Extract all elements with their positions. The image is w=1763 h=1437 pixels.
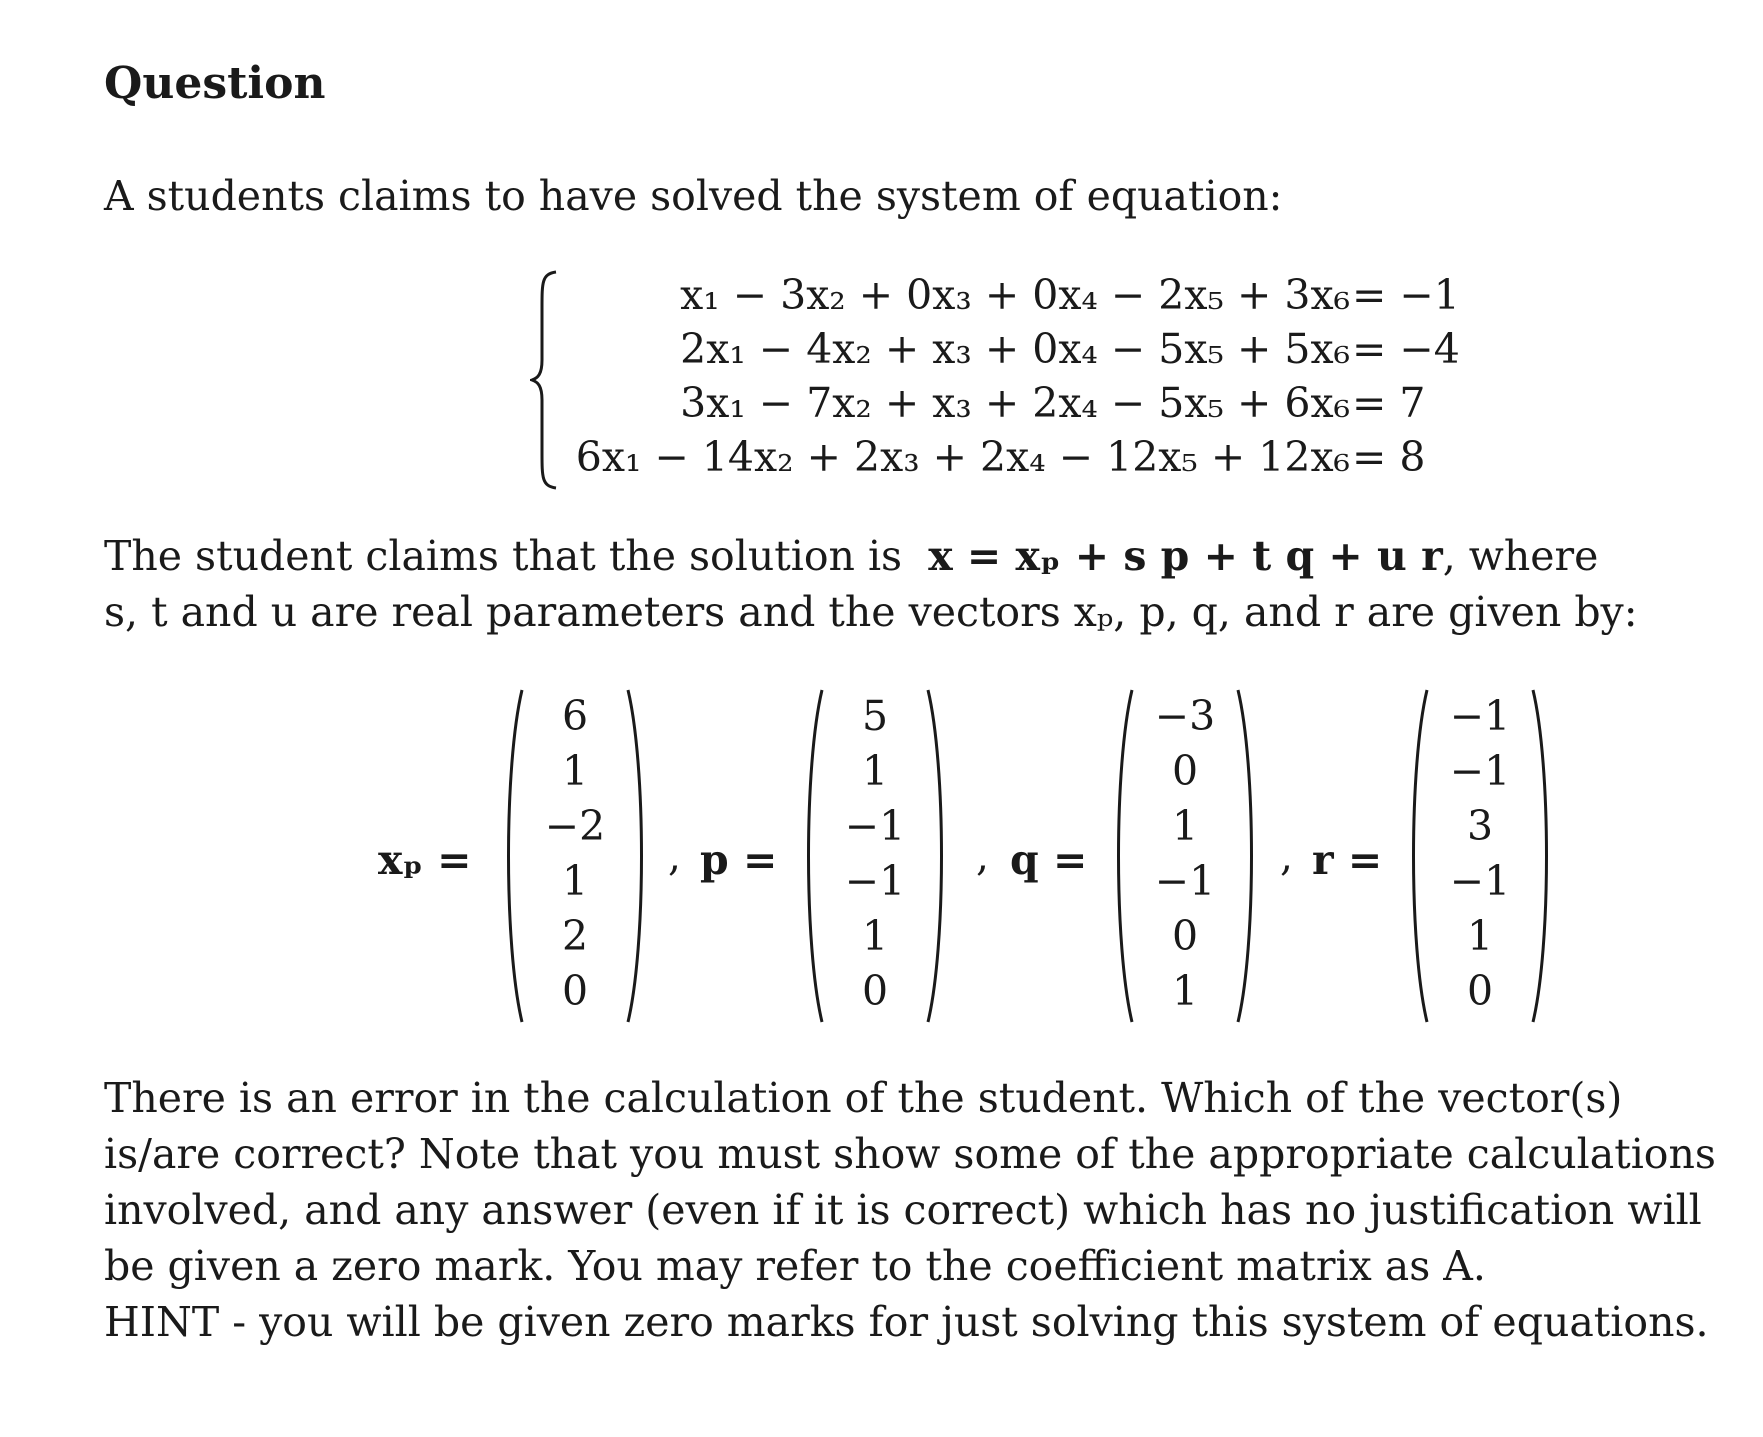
solution-formula: x = xₚ + s p + t q + u r [928,532,1443,580]
equation-lhs: 3x₁ − 7x₂ + x₃ + 2x₄ − 5x₅ + 6x₆ [680,379,1350,427]
question-line: involved, and any answer (even if it is correct) which has no justification will [104,1186,1702,1234]
separator-comma: , [1280,832,1294,880]
equation-rhs: = 8 [1352,433,1426,481]
equation-row-1 [530,268,1560,322]
vector-entry: 1 [1171,802,1199,850]
question-heading: Question [104,58,326,109]
vector-entry: 6 [561,692,589,740]
vector-entry: −1 [1449,857,1511,905]
vector-p [800,686,950,1026]
vector-q [1110,686,1260,1026]
equation-lhs: 2x₁ − 4x₂ + x₃ + 0x₄ − 5x₅ + 5x₆ [680,325,1350,373]
equation-rhs: = −4 [1352,325,1460,373]
equation-rhs: = 7 [1352,379,1426,427]
vector-entry: 0 [1171,747,1199,795]
vector-entry: 2 [561,912,589,960]
vector-entry: 1 [561,747,589,795]
claim-line-2: s, t and u are real parameters and the vectors xₚ, p, q, and r are given by: [104,588,1638,636]
equation-row-4 [530,430,1560,484]
question-line: There is an error in the calculation of the student. Which of the vector(s) [104,1074,1623,1122]
intro-text: A students claims to have solved the system of equation: [104,172,1283,220]
question-line: is/are correct? Note that you must show some of the appropriate calculations [104,1130,1716,1178]
question-text [104,1070,1716,1350]
vector-entry: 1 [1171,967,1199,1015]
vector-entry: −1 [1449,747,1511,795]
vector-xp [500,686,650,1026]
claim-line-1: The student claims that the solution is x = xₚ + s p + t q + u r, where [104,532,1599,580]
right-paren-icon [628,690,642,1022]
vector-entry: −2 [544,802,606,850]
vector-entry: 0 [861,967,889,1015]
equation-rhs: = −1 [1352,271,1460,319]
vector-label-xp: xₚ = [378,836,472,884]
vector-entry: −1 [844,857,906,905]
question-line: HINT - you will be given zero marks for just solving this system of equations. [104,1298,1709,1346]
question-line: be given a zero mark. You may refer to the coefficient matrix as A. [104,1242,1486,1290]
vector-entry: 0 [1171,912,1199,960]
vector-label-p: p = [700,836,778,884]
equation-lhs: 6x₁ − 14x₂ + 2x₃ + 2x₄ − 12x₅ + 12x₆ [575,433,1350,481]
vector-label-q: q = [1010,836,1088,884]
vector-entry: 1 [561,857,589,905]
vector-entry: −1 [1449,692,1511,740]
separator-comma: , [976,832,990,880]
separator-comma: , [668,832,682,880]
equation-row-2 [530,322,1560,376]
vector-entry: 0 [561,967,589,1015]
vector-entry: 5 [861,692,889,740]
vector-label-r: r = [1312,836,1383,884]
vector-entry: −3 [1154,692,1216,740]
vector-entry: 3 [1466,802,1494,850]
vector-entry: 1 [1466,912,1494,960]
vector-entry: 1 [861,747,889,795]
vector-entry: −1 [1154,857,1216,905]
vector-r [1405,686,1555,1026]
equation-row-3 [530,376,1560,430]
vector-entry: 1 [861,912,889,960]
vector-entry: 0 [1466,967,1494,1015]
vector-entry: −1 [844,802,906,850]
right-paren-icon [1533,690,1547,1022]
claim-text [104,528,1638,640]
right-paren-icon [928,690,942,1022]
equation-lhs: x₁ − 3x₂ + 0x₃ + 0x₄ − 2x₅ + 3x₆ [680,271,1350,319]
right-paren-icon [1238,690,1252,1022]
